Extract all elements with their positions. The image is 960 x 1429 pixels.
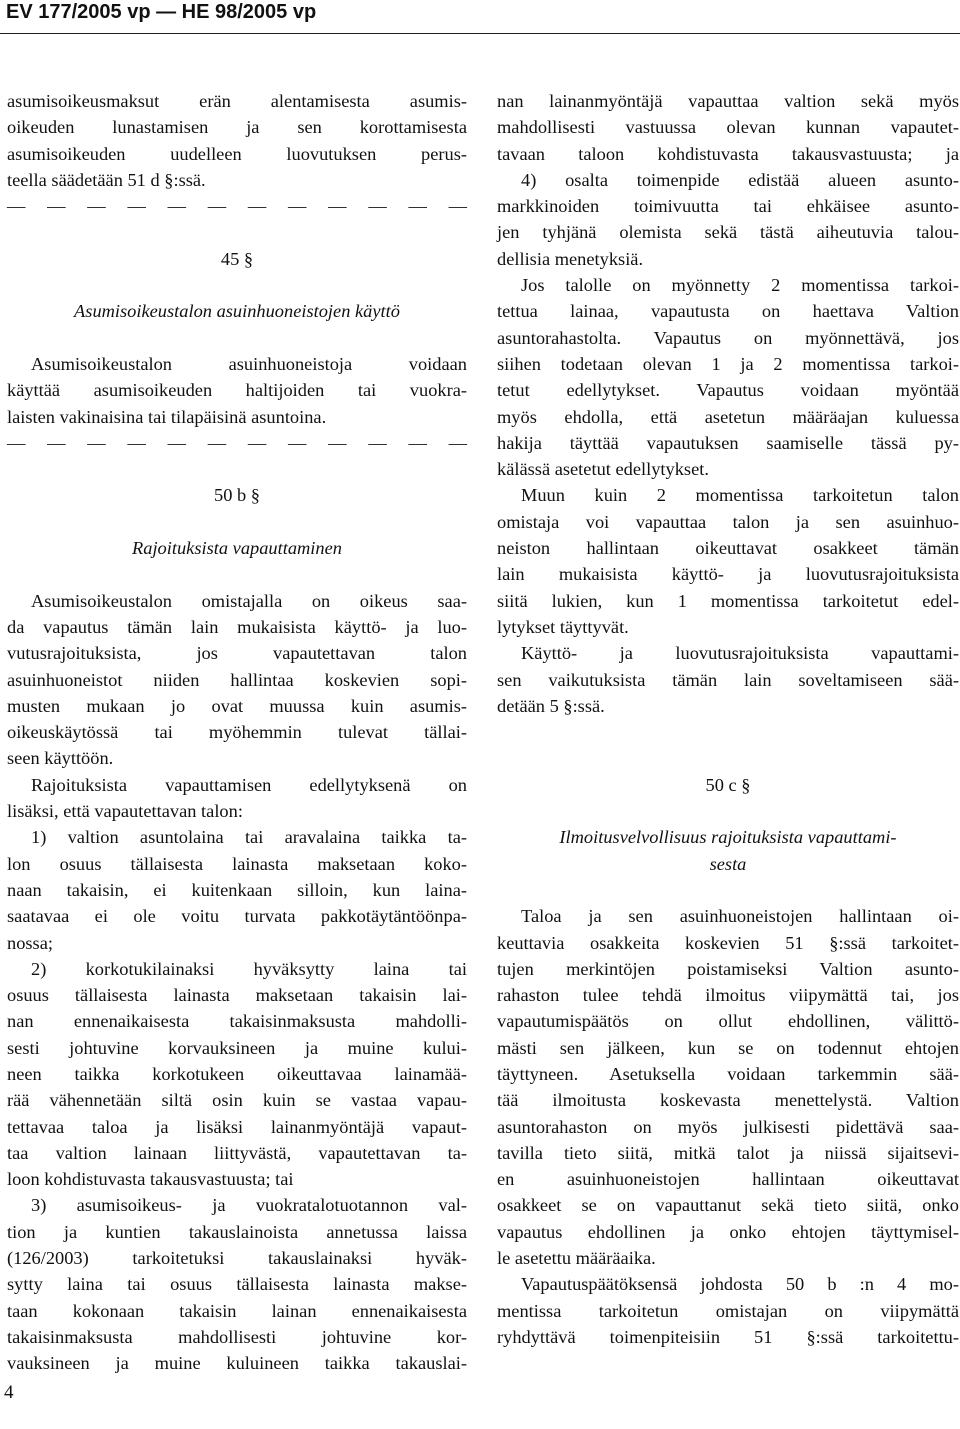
left-text-line: 2) korkotukilainaksi hyväksytty laina tai <box>31 958 467 979</box>
left-text-line: Rajoituksista vapauttamisen edellytyksenä on <box>31 774 467 795</box>
left-text-line: da vapautus tämän lain mukaisista käyttö- ja luo- <box>7 616 467 637</box>
right-column <box>497 88 959 1350</box>
left-text-line: seen käyttöön. <box>7 748 114 769</box>
right-text-line: nan lainanmyöntäjä vapauttaa valtion sekä myös <box>497 91 959 111</box>
right-text-line: mahdollisesti vastuussa olevan kunnan vapautet- <box>497 117 959 138</box>
right-text-line: rahaston tulee tehdä ilmoitus viipymättä tai, jos <box>497 985 959 1006</box>
left-text-line: nossa; <box>7 932 53 953</box>
left-text-line: asumisoikeusmaksut erän alentamisesta asumis- <box>7 91 467 111</box>
right-text-line <box>497 877 959 903</box>
left-text-line: oikeuskäytössä tai myöhemmin tulevat tällai- <box>7 722 467 743</box>
right-text-line: siitä lukien, kun 1 momentissa tarkoitetut edel- <box>497 590 959 611</box>
right-text-line: sen vaikutuksista tämän lain soveltamiseen sää- <box>497 669 959 690</box>
left-text-line: vauksineen ja muine kuluineen taikka takauslai- <box>7 1353 467 1374</box>
header-rule <box>0 33 960 34</box>
right-text-line: le asetettu määräaika. <box>497 1248 656 1269</box>
left-text-line: Asumisoikeustalon asuinhuoneistoja voidaan <box>31 353 467 374</box>
right-text-line: Muun kuin 2 momentissa tarkoitetun talon <box>521 485 959 506</box>
right-text-line: neiston hallintaan oikeuttavat osakkeet tämän <box>497 538 959 559</box>
left-text-line <box>7 219 467 245</box>
left-text-line: (126/2003) tarkoitetuksi takauslainaksi hyväk- <box>7 1248 467 1269</box>
right-text-line: kälässä asetetut edellytykset. <box>497 459 709 480</box>
left-text-line: oikeuden lunastamisen ja sen korottamisesta <box>7 117 467 138</box>
left-text-line <box>7 509 467 535</box>
right-text-line <box>497 798 959 824</box>
left-text-line: naan takaisin, ei kuitenkaan silloin, kun laina- <box>7 879 467 900</box>
right-text-line: tää ilmoitusta koskevasta menettelystä. Valtion <box>497 1090 959 1111</box>
left-text-line: — — — — — — — — — — — — <box>7 196 467 217</box>
right-text-line: mentissa tarkoitetun omistajan on viipymättä <box>497 1300 959 1321</box>
right-text-line: siihen todetaan olevan 1 ja 2 momentissa tarkoi- <box>497 353 959 374</box>
right-text-line: jen tyhjänä olemista sekä tästä aiheutuvia talou- <box>497 222 959 243</box>
right-text-line: Ilmoitusvelvollisuus rajoituksista vapauttami- <box>559 827 897 848</box>
left-text-line: sytty laina tai osuus tällaisesta lainasta makse- <box>7 1274 467 1295</box>
right-text-line: 4) osalta toimenpide edistää alueen asunto- <box>521 169 959 190</box>
right-text-line: tetut edellytykset. Vapautus voidaan myöntää <box>497 380 959 401</box>
left-text-line: neen taikka korkotukeen oikeuttavaa lainamää- <box>7 1063 467 1084</box>
right-text-line: osakkeet se on vapauttanut sekä tieto siitä, onko <box>497 1195 959 1216</box>
left-text-line: vutusrajoituksista, jos vapautettavan talon <box>7 643 467 664</box>
right-text-line: Käyttö- ja luovutusrajoituksista vapauttami- <box>521 643 959 664</box>
left-text-line: lon osuus tällaisesta lainasta maksetaan koko- <box>7 853 467 874</box>
left-text-line: osuus tällaisesta lainasta maksetaan takaisin lai- <box>7 985 467 1006</box>
left-text-line: Asumisoikeustalon omistajalla on oikeus saa- <box>31 590 467 611</box>
left-text-line: — — — — — — — — — — — — <box>7 432 467 453</box>
left-text-line: 3) asumisoikeus- ja vuokratalotuotannon val- <box>31 1195 467 1216</box>
right-text-line: detään 5 §:ssä. <box>497 695 605 716</box>
right-text-line: asuntorahastolta. Vapautus on myönnettävä, jos <box>497 327 959 348</box>
left-text-line: laisten vakinaisina tai tilapäisinä asuntoina. <box>7 406 327 427</box>
right-text-line: mästi sen jälkeen, kun se on todennut ehtojen <box>497 1037 959 1058</box>
left-text-line: sesti johtuvine korvauksineen ja muine kului- <box>7 1037 467 1058</box>
left-text-line: taan kokonaan takaisin lainan ennenaikaisesta <box>7 1300 467 1321</box>
left-text-line: Rajoituksista vapauttaminen <box>132 538 342 559</box>
right-text-line <box>497 719 959 745</box>
left-text-line: Asumisoikeustalon asuinhuoneistojen käyttö <box>74 301 400 322</box>
right-text-line: tettua lainaa, vapautusta on haettava Valtion <box>497 301 959 322</box>
page-number: 4 <box>4 1382 14 1403</box>
left-column <box>7 88 467 1377</box>
left-text-line: rää vähennetään siltä osin kuin se vastaa vapau- <box>7 1090 467 1111</box>
right-text-line: lytykset täyttyvät. <box>497 616 629 637</box>
right-text-line: täyttyneen. Asetuksella voidaan tarkemmin sää- <box>497 1063 959 1084</box>
left-text-line: teella säädetään 51 d §:ssä. <box>7 169 206 190</box>
left-text-line: lisäksi, että vapautettavan talon: <box>7 801 243 822</box>
left-text-line: 45 § <box>220 248 254 269</box>
right-text-line: Jos talolle on myönnetty 2 momentissa tarkoi- <box>521 275 959 296</box>
right-text-line: keuttavia osakkeita koskevien 51 §:ssä tarkoitet- <box>497 932 959 953</box>
right-text-line: en asuinhuoneistojen hallintaan oikeuttavat <box>497 1169 959 1190</box>
left-text-line: loon kohdistuvasta takausvastuusta; tai <box>7 1169 294 1190</box>
right-text-line: Taloa ja sen asuinhuoneistojen hallintaan oi- <box>521 906 959 927</box>
left-text-line: käyttää asumisoikeuden haltijoiden tai vuokra- <box>7 380 467 401</box>
left-text-line <box>7 325 467 351</box>
left-text-line: tettavaa taloa ja lisäksi lainanmyöntäjä vapaut- <box>7 1116 467 1137</box>
right-text-line: tujen merkintöjen poistamiseksi Valtion asunto- <box>497 958 959 979</box>
right-text-line: hakija täyttää vapautuksen saamiselle tässä py- <box>497 432 959 453</box>
left-text-line: 50 b § <box>214 485 260 506</box>
right-text-line: sesta <box>709 853 747 874</box>
running-header: EV 177/2005 vp — HE 98/2005 vp <box>6 1 317 23</box>
left-text-line: saatavaa ei ole voitu turvata pakkotäytäntöönpa- <box>7 906 467 927</box>
right-text-line: ryhdyttävä toimenpiteisiin 51 §:ssä tarkoitettu- <box>497 1326 959 1347</box>
right-text-line: dellisia menetyksiä. <box>497 248 644 269</box>
right-text-line: tavilla tieto siitä, mitkä talot ja niissä sijaitsevi- <box>497 1142 959 1163</box>
right-text-line: markkinoiden toimivuutta tai ehkäisee asunto- <box>497 196 959 217</box>
right-text-line <box>497 745 959 771</box>
right-text-line: Vapautuspäätöksensä johdosta 50 b :n 4 mo- <box>521 1274 959 1295</box>
left-text-line: tion ja kuntien takauslainoista annetussa laissa <box>7 1221 467 1242</box>
left-text-line <box>7 561 467 587</box>
right-text-line: vapautus ehdollinen ja onko ehtojen täyttymisel- <box>497 1221 959 1242</box>
left-text-line: asumisoikeuden uudelleen luovutuksen perus- <box>7 143 467 164</box>
left-text-line: musten mukaan jo ovat muussa kuin asumis- <box>7 695 467 716</box>
left-text-line: taa valtion lainaan liittyvästä, vapautettavan ta- <box>7 1142 467 1163</box>
left-text-line: takaisinmaksusta mahdollisesti johtuvine kor- <box>7 1326 467 1347</box>
left-text-line <box>7 272 467 298</box>
right-text-line: lain mukaisista käyttö- ja luovutusrajoituksista <box>497 564 959 585</box>
right-text-line: vapautumispäätös on ollut ehdollinen, välittö- <box>497 1011 959 1032</box>
left-text-line: nan ennenaikaisesta takaisinmaksusta mahdolli- <box>7 1011 467 1032</box>
right-text-line: 50 c § <box>705 774 751 795</box>
left-text-line: asuinhuoneistot niiden hallintaa koskevien sopi- <box>7 669 467 690</box>
right-text-line: tavaan taloon kohdistuvasta takausvastuusta; ja <box>497 143 959 164</box>
right-text-line: myös ehdolla, että asetetun määräajan kuluessa <box>497 406 959 427</box>
right-text-line: asuntorahaston on myös julkisesti pidettävä saa- <box>497 1116 959 1137</box>
right-text-line: omistaja voi vapauttaa talon ja sen asuinhuo- <box>497 511 959 532</box>
left-text-line <box>7 456 467 482</box>
left-text-line: 1) valtion asuntolaina tai aravalaina taikka ta- <box>31 827 467 848</box>
